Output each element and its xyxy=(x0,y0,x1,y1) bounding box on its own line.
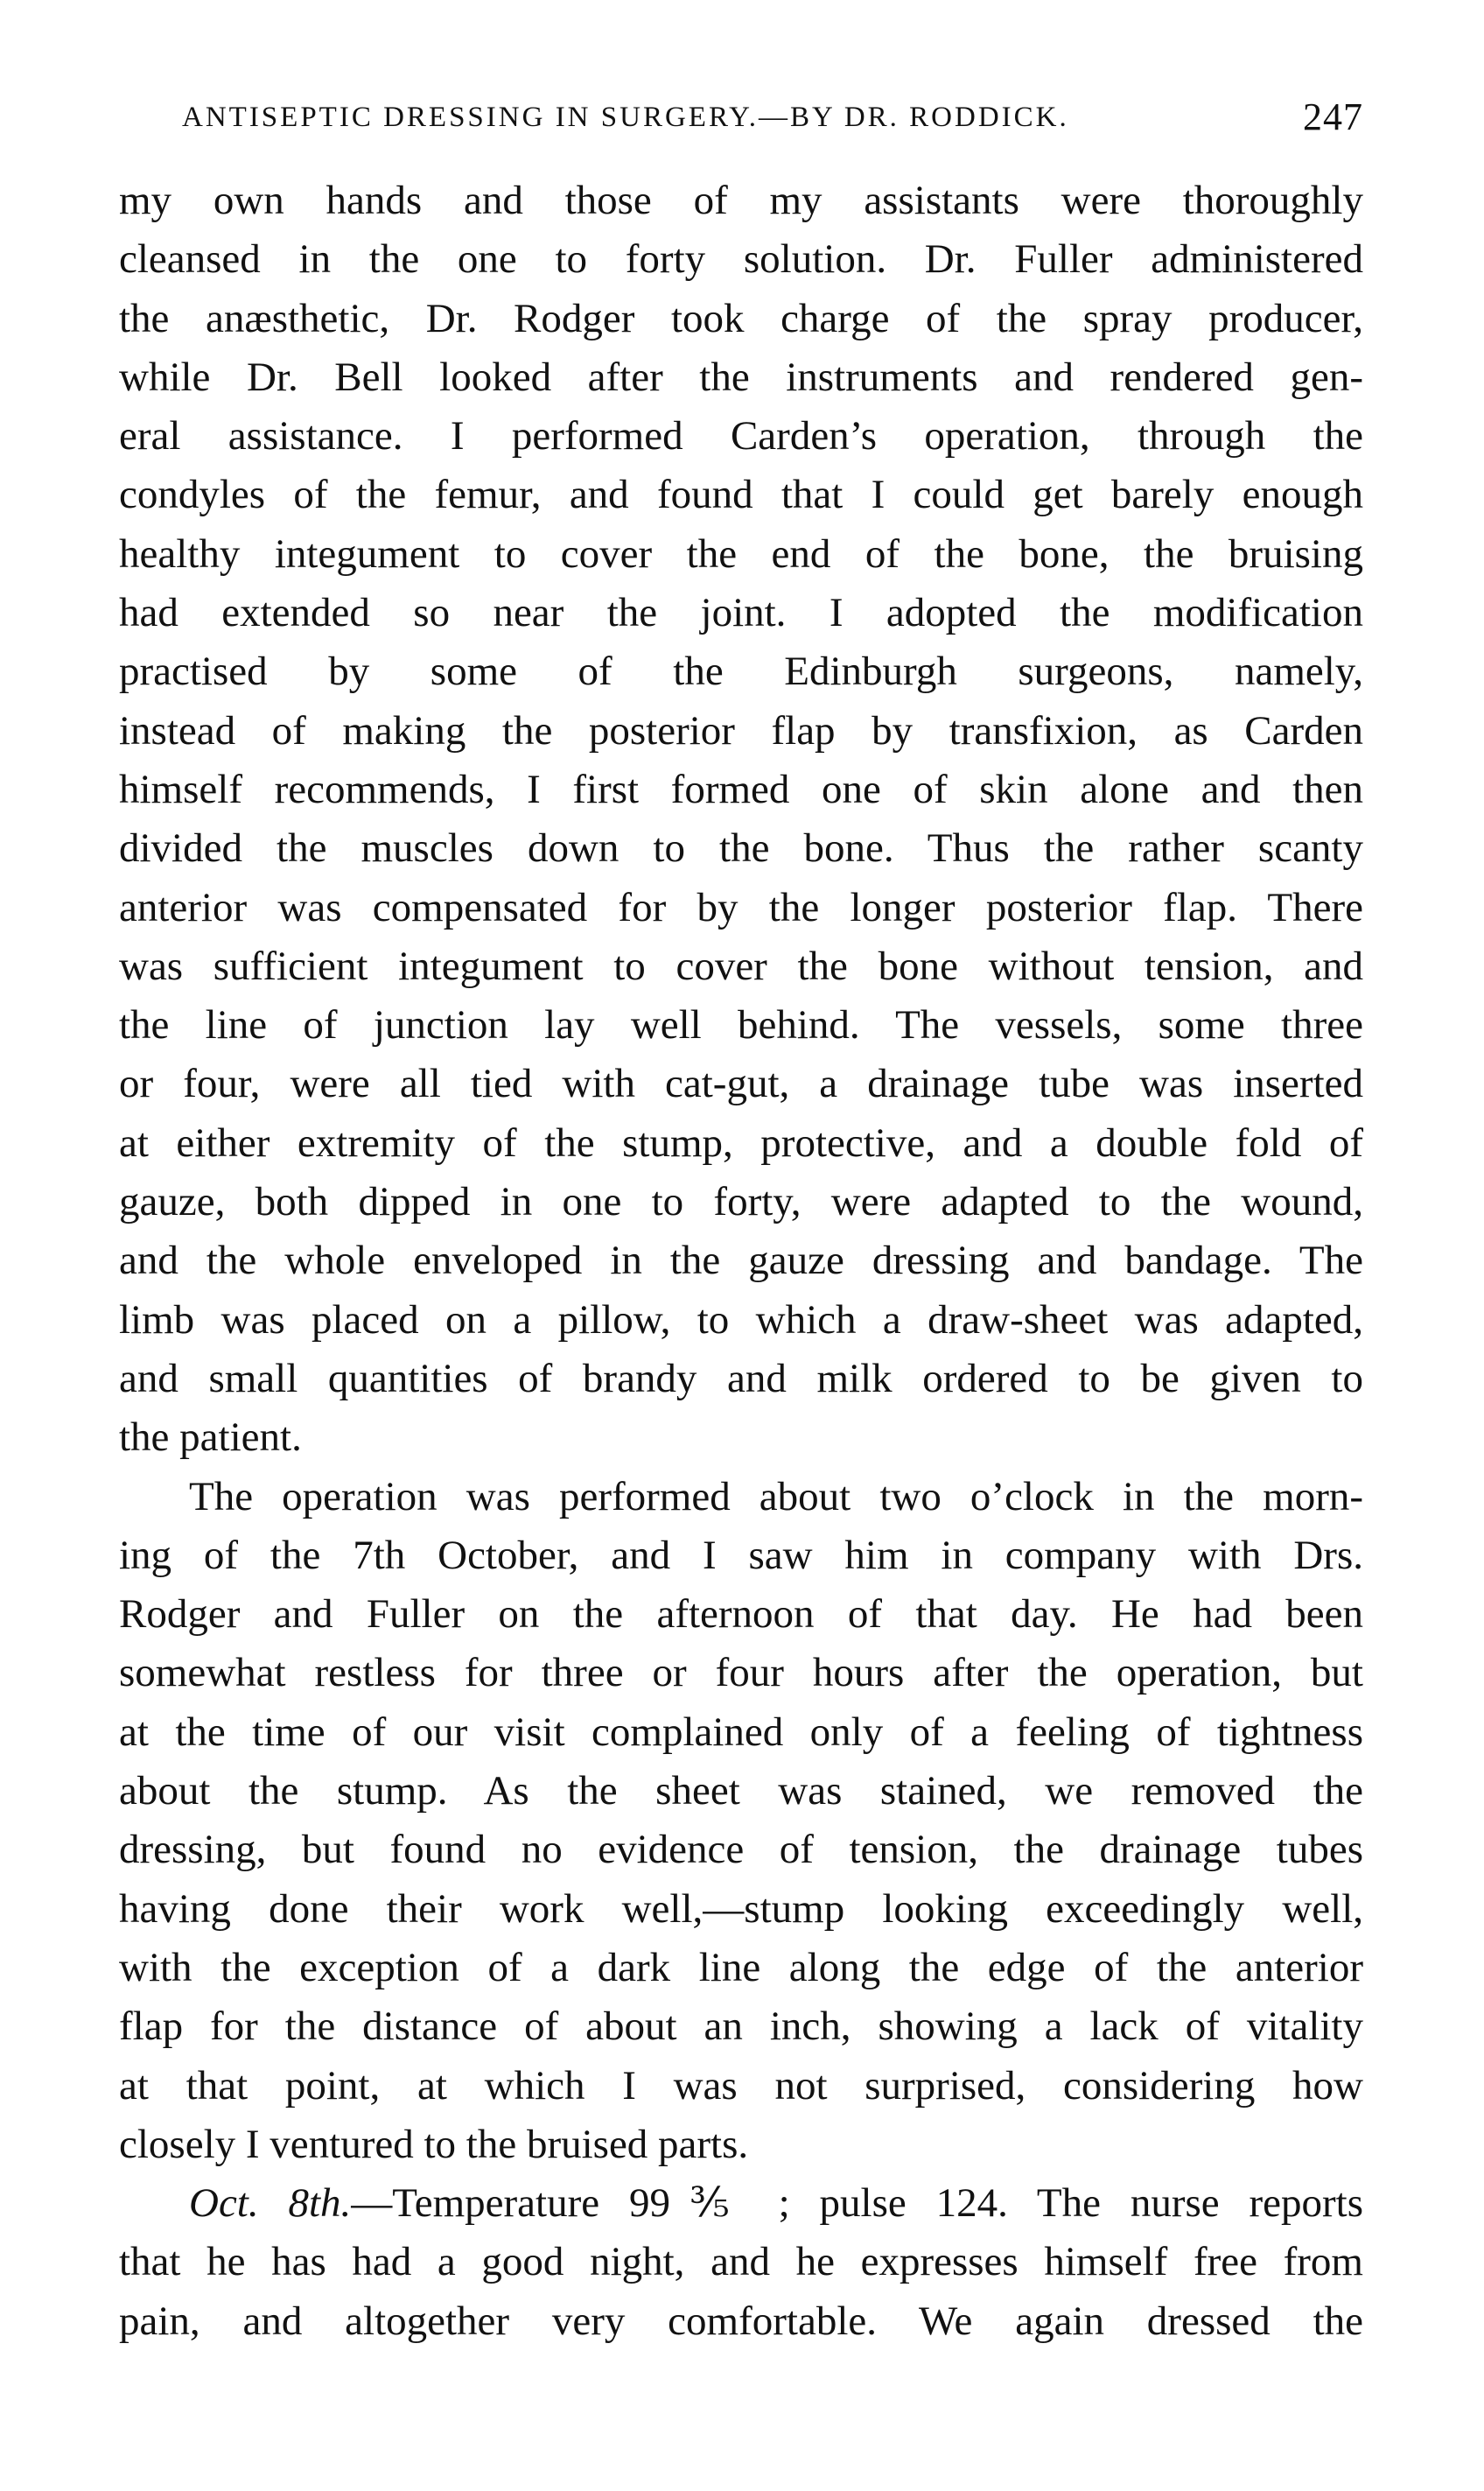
text-line: instead of making the posterior flap by transfixion, as Carden xyxy=(119,707,1363,754)
page-number: 247 xyxy=(1303,95,1363,138)
text-line: about the stump. As the sheet was stained, we removed the xyxy=(119,1768,1363,1814)
text-line: at the time of our visit complained only of a feeling of tightness xyxy=(119,1709,1363,1755)
text-line: or four, were all tied with cat-gut, a drainage tube was inserted xyxy=(119,1061,1363,1107)
paragraph-first-line: The operation was performed about two o’clock in the morn- xyxy=(189,1473,1363,1519)
text-line: gauze, both dipped in one to forty, were adapted to the wound, xyxy=(119,1179,1363,1225)
text-line: healthy integument to cover the end of the bone, the bruising xyxy=(119,530,1363,577)
text-line: was sufficient integument to cover the bone without tension, and xyxy=(119,943,1363,989)
text-line: himself recommends, I first formed one of skin alone and then xyxy=(119,766,1363,812)
text-line: practised by some of the Edinburgh surgeons, namely, xyxy=(119,649,1363,695)
text-line: while Dr. Bell looked after the instruments and rendered gen- xyxy=(119,354,1363,400)
text-line: flap for the distance of about an inch, showing a lack of vitality xyxy=(119,2003,1363,2050)
text-line: limb was placed on a pillow, to which a draw-sheet was adapted, xyxy=(119,1296,1363,1343)
text-line: closely I ventured to the bruised parts. xyxy=(119,2121,749,2167)
text-line: anterior was compensated for by the longer posterior flap. There xyxy=(119,884,1363,930)
text-line: ing of the 7th October, and I saw him in company with Drs. xyxy=(119,1532,1363,1578)
text-line: with the exception of a dark line along the edge of the anterior xyxy=(119,1944,1363,1990)
running-title: ANTISEPTIC DRESSING IN SURGERY.—BY DR. RODDICK. xyxy=(182,102,1069,133)
date-heading: Oct. 8th. xyxy=(189,2180,352,2227)
text-line: condyles of the femur, and found that I could get barely enough xyxy=(119,472,1363,518)
text-line: cleansed in the one to forty solution. Dr. Fuller administered xyxy=(119,236,1363,283)
text-line: somewhat restless for three or four hours after the operation, but xyxy=(119,1650,1363,1696)
text-line: Rodger and Fuller on the afternoon of that day. He had been xyxy=(119,1591,1363,1638)
text-line: and small quantities of brandy and milk ordered to be given to xyxy=(119,1355,1363,1401)
text-line: having done their work well,—stump looking exceedingly well, xyxy=(119,1885,1363,1932)
text-line: dressing, but found no evidence of tension, the drainage tubes xyxy=(119,1827,1363,1873)
text-line: the line of junction lay well behind. The vessels, some three xyxy=(119,1002,1363,1049)
dated-entry-line xyxy=(119,2174,1363,2233)
text-line: at either extremity of the stump, protective, and a double fold of xyxy=(119,1119,1363,1166)
text-line: had extended so near the joint. I adopted the modification xyxy=(119,590,1363,636)
text-line: eral assistance. I performed Carden’s operation, through the xyxy=(119,413,1363,460)
running-head xyxy=(119,91,1363,144)
text-line: pain, and altogether very comfortable. We again dressed the xyxy=(119,2298,1363,2344)
text-line: divided the muscles down to the bone. Thus the rather scanty xyxy=(119,825,1363,872)
text-line: and the whole enveloped in the gauze dressing and bandage. The xyxy=(119,1238,1363,1284)
text-line: at that point, at which I was not surprised, considering how xyxy=(119,2062,1363,2109)
body-text xyxy=(119,172,1363,2351)
text-line: that he has had a good night, and he expresses himself free from xyxy=(119,2239,1363,2285)
text-line: the patient. xyxy=(119,1414,302,1461)
entry-text: —Temperature 99⅗ ; pulse 124. The nurse reports xyxy=(351,2180,1363,2227)
text-line: my own hands and those of my assistants were thoroughly xyxy=(119,178,1363,223)
text-line: the anæsthetic, Dr. Rodger took charge of the spray producer, xyxy=(119,295,1363,341)
